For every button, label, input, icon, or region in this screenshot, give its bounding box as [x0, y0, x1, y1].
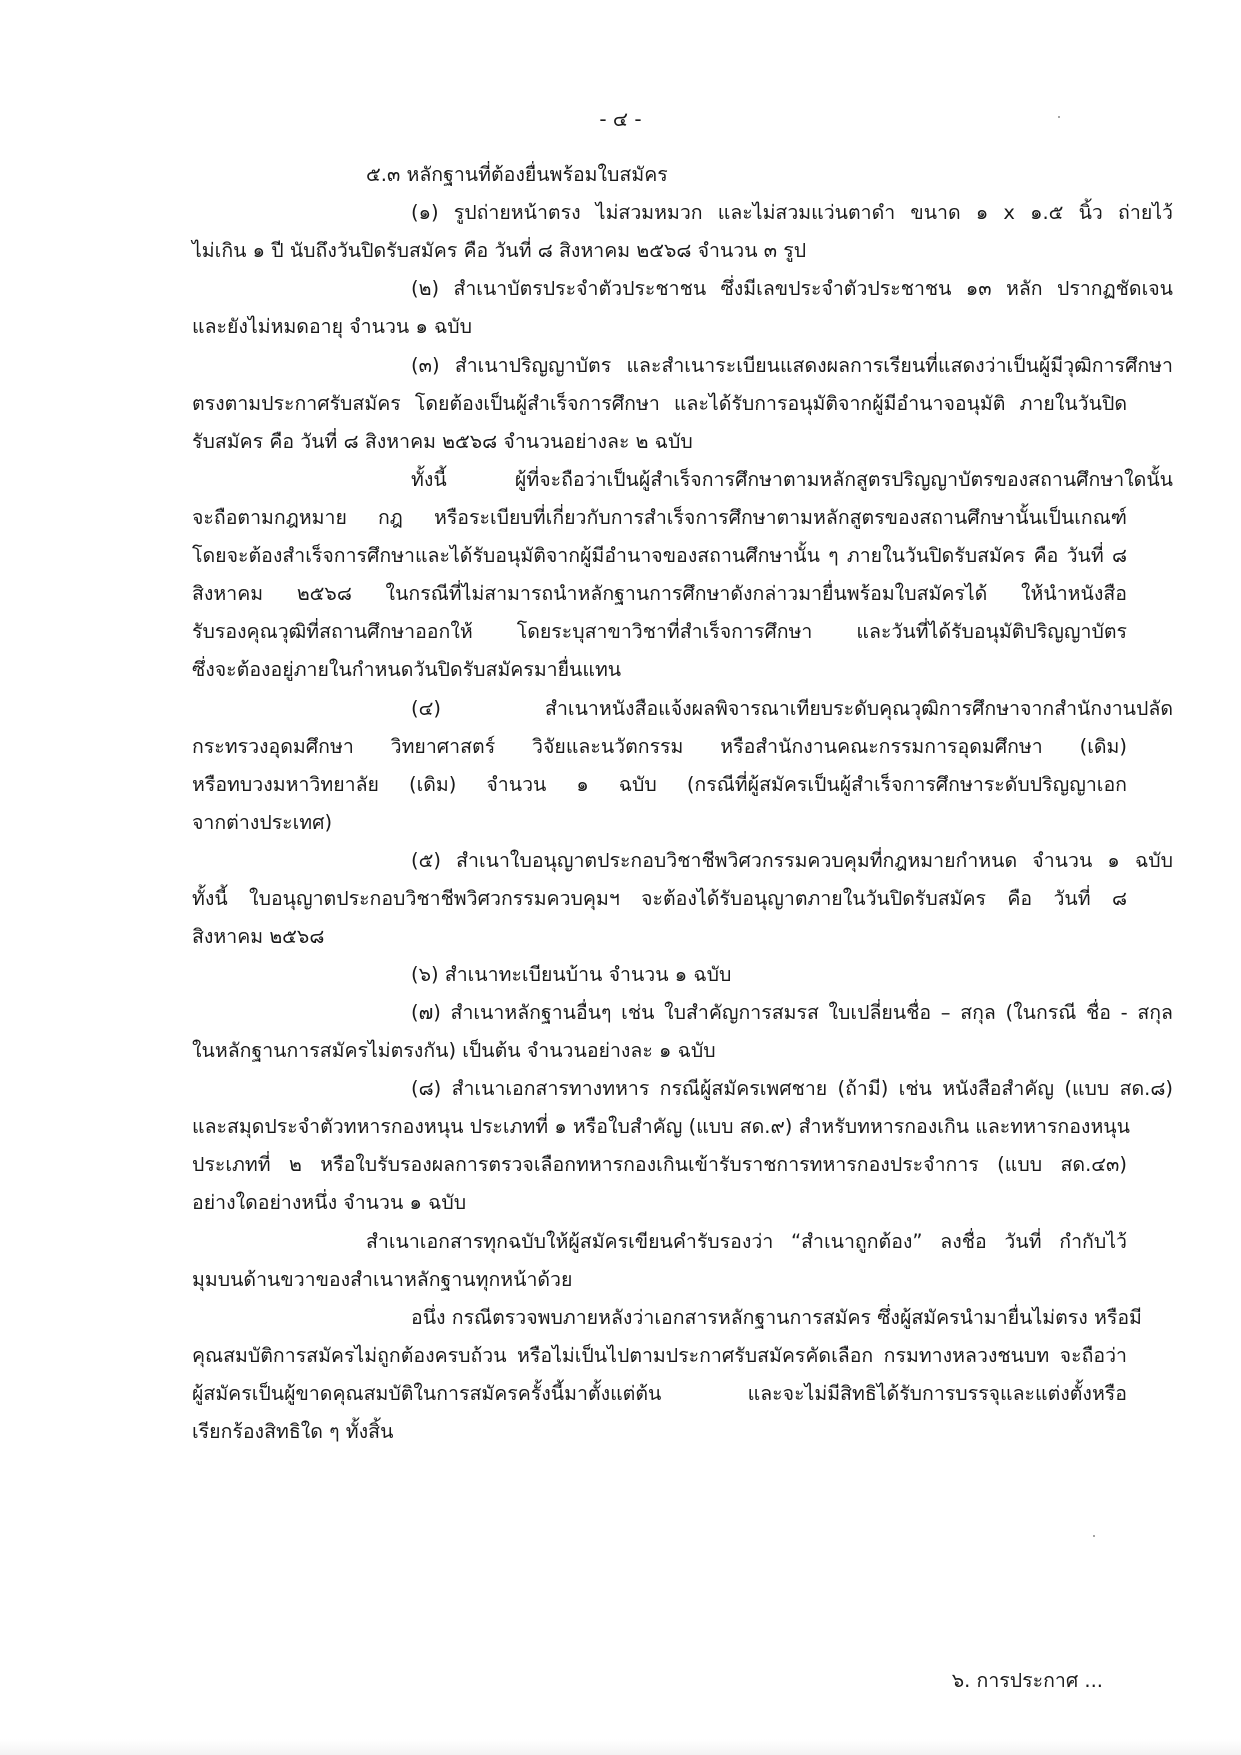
paragraph-line: ทั้งนี้ ผู้ที่จะถือว่าเป็นผู้สำเร็จการศึกษาตามหลักสูตรปริญญาบัตรของสถานศึกษาใดนั้น [411, 468, 1173, 491]
paragraph-line: (๒) สำเนาบัตรประจำตัวประชาชน ซึ่งมีเลขประจำตัวประชาชน ๑๓ หลัก ปรากฏชัดเจน [411, 277, 1173, 300]
paragraph-line: ทั้งนี้ ใบอนุญาตประกอบวิชาชีพวิศวกรรมควบคุมฯ จะต้องได้รับอนุญาตภายในวันปิดรับสมัคร คือ วันที่ ๘ [192, 887, 1127, 910]
page-number: - ๔ - [599, 107, 642, 131]
paragraph-line: ในหลักฐานการสมัครไม่ตรงกัน) เป็นต้น จำนวนอย่างละ ๑ ฉบับ [192, 1039, 716, 1062]
paragraph-line: สำเนาเอกสารทุกฉบับให้ผู้สมัครเขียนคำรับรองว่า “สำเนาถูกต้อง” ลงชื่อ วันที่ กำกับไว้ [366, 1230, 1127, 1253]
paragraph-line: โดยจะต้องสำเร็จการศึกษาและได้รับอนุมัติจากผู้มีอำนาจของสถานศึกษานั้น ๆ ภายในวันปิดรับสมัคร คือ วันที่ ๘ [192, 544, 1127, 567]
paragraph-line: ตรงตามประกาศรับสมัคร โดยต้องเป็นผู้สำเร็จการศึกษา และได้รับการอนุมัติจากผู้มีอำนาจอนุมัติ ภายในวันปิด [192, 392, 1127, 415]
paragraph-line: และยังไม่หมดอายุ จำนวน ๑ ฉบับ [192, 315, 473, 338]
paragraph-line: (๖) สำเนาทะเบียนบ้าน จำนวน ๑ ฉบับ [411, 963, 732, 986]
paragraph-line: จะถือตามกฎหมาย กฎ หรือระเบียบที่เกี่ยวกับการสำเร็จการศึกษาตามหลักสูตรของสถานศึกษานั้นเป็นเกณฑ์ [192, 506, 1127, 529]
scan-speck [1093, 1535, 1095, 1537]
paragraph-line: อนึ่ง กรณีตรวจพบภายหลังว่าเอกสารหลักฐานการสมัคร ซึ่งผู้สมัครนำมายื่นไม่ตรง หรือมี [411, 1306, 1142, 1329]
paragraph-line: สิงหาคม ๒๕๖๘ [192, 925, 325, 948]
paragraph-line: มุมบนด้านขวาของสำเนาหลักฐานทุกหน้าด้วย [192, 1268, 573, 1291]
paragraph-line: (๔) สำเนาหนังสือแจ้งผลพิจารณาเทียบระดับคุณวุฒิการศึกษาจากสำนักงานปลัด [411, 697, 1173, 720]
paragraph-line: สิงหาคม ๒๕๖๘ ในกรณีที่ไม่สามารถนำหลักฐานการศึกษาดังกล่าวมายื่นพร้อมใบสมัครได้ ให้นำหนังสือ [192, 582, 1127, 605]
footer-continuation: ๖. การประกาศ ... [951, 1669, 1103, 1692]
paragraph-line: กระทรวงอุดมศึกษา วิทยาศาสตร์ วิจัยและนวัตกรรม หรือสำนักงานคณะกรรมการอุดมศึกษา (เดิม) [192, 735, 1127, 758]
paragraph-line: คุณสมบัติการสมัครไม่ถูกต้องครบถ้วน หรือไม่เป็นไปตามประกาศรับสมัครคัดเลือก กรมทางหลวงชนบท จะถือว่า [192, 1344, 1127, 1367]
paragraph-line: ไม่เกิน ๑ ปี นับถึงวันปิดรับสมัคร คือ วันที่ ๘ สิงหาคม ๒๕๖๘ จำนวน ๓ รูป [192, 239, 807, 262]
paragraph-line: เรียกร้องสิทธิใด ๆ ทั้งสิ้น [192, 1420, 394, 1443]
paragraph-line: หรือทบวงมหาวิทยาลัย (เดิม) จำนวน ๑ ฉบับ (กรณีที่ผู้สมัครเป็นผู้สำเร็จการศึกษาระดับปริญญาเอก [192, 773, 1127, 796]
paragraph-line: (๕) สำเนาใบอนุญาตประกอบวิชาชีพวิศวกรรมควบคุมที่กฎหมายกำหนด จำนวน ๑ ฉบับ [411, 849, 1173, 872]
paragraph-line: (๓) สำเนาปริญญาบัตร และสำเนาระเบียนแสดงผลการเรียนที่แสดงว่าเป็นผู้มีวุฒิการศึกษา [411, 354, 1173, 377]
paragraph-line: (๘) สำเนาเอกสารทางทหาร กรณีผู้สมัครเพศชาย (ถ้ามี) เช่น หนังสือสำคัญ (แบบ สด.๘) [411, 1077, 1173, 1100]
paragraph-line: ผู้สมัครเป็นผู้ขาดคุณสมบัติในการสมัครครั้งนี้มาตั้งแต่ต้น และจะไม่มีสิทธิได้รับการบรรจุและแต่งตั้งหรือ [192, 1382, 1127, 1405]
paragraph-line: ประเภทที่ ๒ หรือใบรับรองผลการตรวจเลือกทหารกองเกินเข้ารับราชการทหารกองประจำการ (แบบ สด.๔๓) [192, 1153, 1127, 1176]
paragraph-line: (๗) สำเนาหลักฐานอื่นๆ เช่น ใบสำคัญการสมรส ใบเปลี่ยนชื่อ – สกุล (ในกรณี ชื่อ - สกุล [411, 1001, 1173, 1024]
paragraph-line: (๑) รูปถ่ายหน้าตรง ไม่สวมหมวก และไม่สวมแว่นตาดำ ขนาด ๑ x ๑.๕ นิ้ว ถ่ายไว้ [411, 201, 1173, 224]
scan-bottom-edge [0, 1739, 1241, 1755]
paragraph-line: รับสมัคร คือ วันที่ ๘ สิงหาคม ๒๕๖๘ จำนวนอย่างละ ๒ ฉบับ [192, 430, 693, 453]
paragraph-line: จากต่างประเทศ) [192, 811, 333, 834]
paragraph-line: ซึ่งจะต้องอยู่ภายในกำหนดวันปิดรับสมัครมายื่นแทน [192, 658, 622, 681]
paragraph-line: รับรองคุณวุฒิที่สถานศึกษาออกให้ โดยระบุสาขาวิชาที่สำเร็จการศึกษา และวันที่ได้รับอนุมัติปริญญาบัตร [192, 620, 1127, 643]
section-heading: ๕.๓ หลักฐานที่ต้องยื่นพร้อมใบสมัคร [366, 163, 668, 186]
paragraph-line: และสมุดประจำตัวทหารกองหนุน ประเภทที่ ๑ หรือใบสำคัญ (แบบ สด.๙) สำหรับทหารกองเกิน และทหารกองหนุน [192, 1115, 1130, 1138]
paragraph-line: อย่างใดอย่างหนึ่ง จำนวน ๑ ฉบับ [192, 1191, 467, 1214]
scan-speck [1058, 116, 1060, 118]
